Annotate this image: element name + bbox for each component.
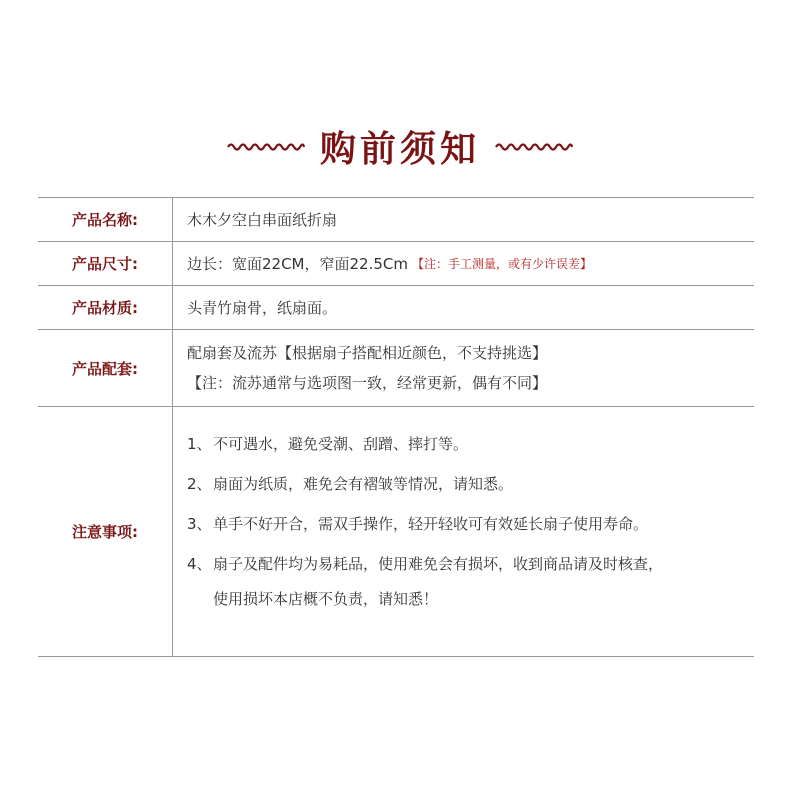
product-size-note: 【注：手工测量，或有少许误差】 <box>412 257 593 271</box>
note-text: 扇面为纸质，难免会有褶皱等情况，请知悉。 <box>213 475 514 493</box>
value-product-name <box>173 198 754 241</box>
note-item <box>187 429 754 459</box>
label-product-accessories: 产品配套: <box>38 330 173 406</box>
row-product-name <box>38 198 754 242</box>
label-notes: 注意事项: <box>38 407 173 656</box>
value-product-accessories <box>173 330 754 406</box>
wave-ornament-left-icon <box>226 140 306 152</box>
note-number: 1、 <box>187 435 212 453</box>
row-notes <box>38 407 754 656</box>
page-title: 购前须知 <box>319 127 480 170</box>
note-item <box>187 469 754 499</box>
product-info-table <box>38 197 754 657</box>
row-product-material <box>38 286 754 330</box>
accessories-line-2: 【注：流苏通常与选项图一致，经常更新，偶有不同】 <box>187 374 548 392</box>
value-product-material <box>173 286 754 329</box>
wave-ornament-right-icon <box>494 140 574 152</box>
section-heading <box>0 118 800 174</box>
note-number: 4、 <box>187 555 212 573</box>
value-notes <box>173 407 754 656</box>
note-text: 单手不好开合，需双手操作，轻开轻收可有效延长扇子使用寿命。 <box>213 515 649 533</box>
accessories-line-1: 配扇套及流苏【根据扇子搭配相近颜色，不支持挑选】 <box>187 344 548 362</box>
note-number: 3、 <box>187 515 212 533</box>
product-name-text: 木木夕空白串面纸折扇 <box>187 211 338 229</box>
note-item <box>187 509 754 539</box>
row-product-size <box>38 242 754 286</box>
note-text: 不可遇水，避免受潮、刮蹭、摔打等。 <box>213 435 469 453</box>
note-text: 扇子及配件均为易耗品，使用难免会有损坏，收到商品请及时核查， <box>213 555 664 573</box>
note-item-continuation: 使用损坏本店概不负责，请知悉！ <box>213 590 439 608</box>
value-product-size <box>173 242 754 285</box>
note-number: 2、 <box>187 475 212 493</box>
label-product-name: 产品名称: <box>38 198 173 241</box>
label-product-material: 产品材质: <box>38 286 173 329</box>
label-product-size: 产品尺寸: <box>38 242 173 285</box>
product-material-text: 头青竹扇骨，纸扇面。 <box>187 299 338 317</box>
note-item <box>187 549 754 579</box>
product-size-text: 边长：宽面22CM，窄面22.5Cm <box>187 255 408 273</box>
row-product-accessories <box>38 330 754 407</box>
